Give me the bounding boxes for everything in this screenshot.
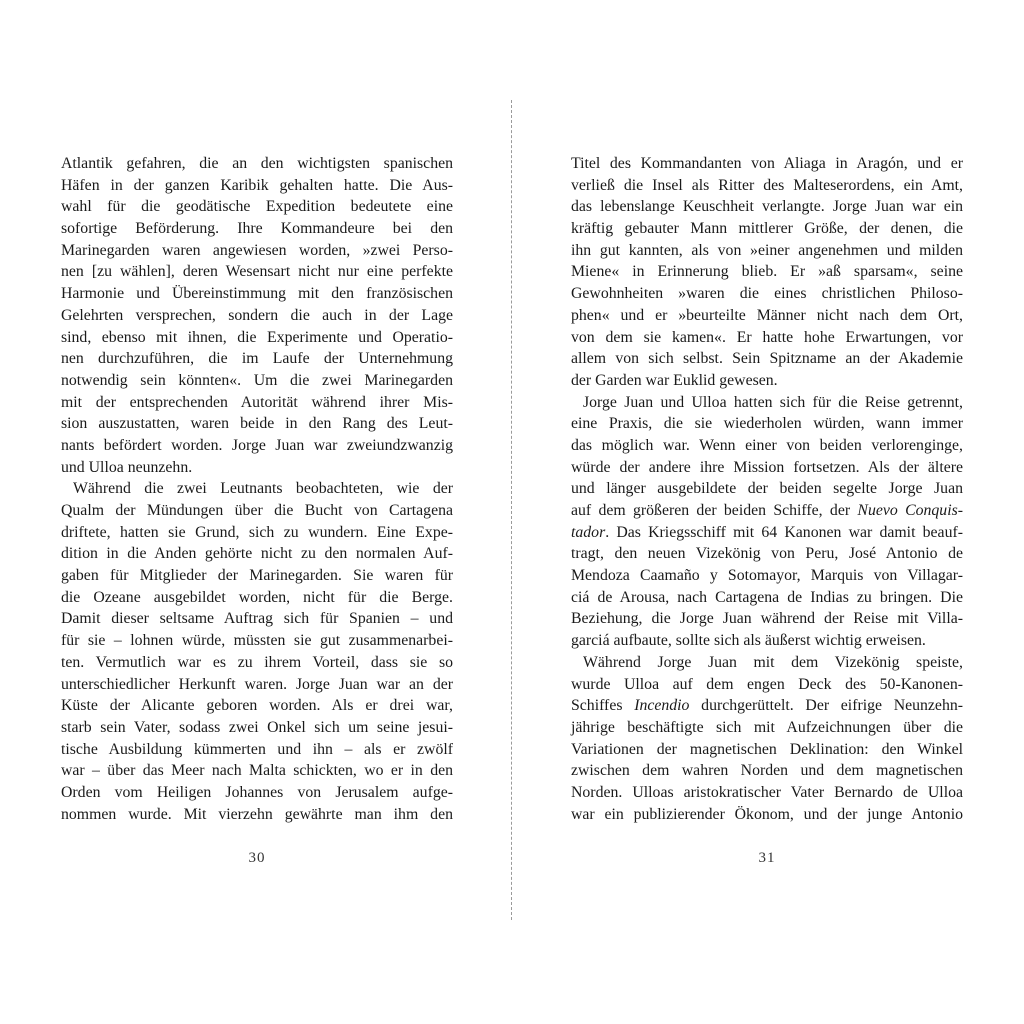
text-line: Qualm der Mündungen über die Bucht von Cartagena bbox=[61, 502, 453, 519]
text-line: auf dem größeren der beiden Schiffe, der Nuevo Conquis- bbox=[571, 502, 963, 519]
paragraph-start-line: Während die zwei Leutnants beobachteten, wie der bbox=[73, 480, 453, 498]
text-line: zwischen dem wahren Norden und dem magnetischen bbox=[571, 762, 963, 780]
text-line: tragt, den neuen Vizekönig von Peru, José Antonio de bbox=[571, 545, 963, 563]
text-line: nen [zu wählen], deren Wesensart nicht nur eine perfekte bbox=[61, 263, 453, 281]
text-line: jährige beschäftigte sich mit Aufzeichnungen über die bbox=[571, 718, 963, 736]
text-line: kräftig gebauter Mann mittlerer Größe, der denen, die bbox=[571, 220, 963, 238]
text-line: Gelehrten versprechen, sondern die auch in der Lage bbox=[61, 306, 453, 324]
text-line: wurde Ulloa auf dem engen Deck des 50-Kanonen- bbox=[571, 675, 963, 693]
text-line: und länger ausgebildete der beiden segelte Jorge Juan bbox=[571, 480, 963, 498]
text-line: tador. Das Kriegsschiff mit 64 Kanonen war damit beauf- bbox=[571, 523, 963, 541]
text-line: phen« und er »beurteilte Männer nicht nach dem Ort, bbox=[571, 306, 963, 324]
text-line: ten. Vermutlich war es zu ihrem Vorteil, dass sie so bbox=[61, 653, 453, 671]
left-page-text bbox=[61, 153, 453, 825]
text-line: Beziehung, die Jorge Juan während der Reise mit Villa- bbox=[571, 610, 963, 628]
text-line: von dem sie kamen«. Er hatte hohe Erwartungen, vor bbox=[571, 328, 963, 346]
text-line: war – über das Meer nach Malta schickten, wo er in den bbox=[61, 762, 453, 780]
paragraph-end-line: der Garden war Euklid gewesen. bbox=[571, 371, 778, 389]
text-line: unterschiedlicher Herkunft waren. Jorge Juan war an der bbox=[61, 675, 453, 693]
text-line: nommen wurde. Mit vierzehn gewährte man ihm den bbox=[61, 805, 453, 823]
text-line: Harmonie und Übereinstimmung mit den französischen bbox=[61, 285, 453, 303]
text-line: Schiffes Incendio durchgerüttelt. Der eifrige Neunzehn- bbox=[571, 697, 964, 715]
text-line: eine Praxis, die sie wiederholen würden, wann immer bbox=[571, 415, 963, 433]
text-line: verließ die Insel als Ritter des Malteserordens, ein Amt, bbox=[571, 176, 963, 194]
right-page-text bbox=[571, 153, 963, 825]
text-line: Norden. Ulloas aristokratischer Vater Bernardo de Ulloa bbox=[571, 783, 963, 801]
paragraph-start-line: Jorge Juan und Ulloa hatten sich für die Reise getrennt, bbox=[583, 393, 963, 411]
page-number-left: 30 bbox=[248, 850, 266, 866]
text-line: sind, ebenso mit ihnen, die Experimente und Operatio- bbox=[61, 328, 453, 346]
text-line: würde der andere ihre Mission fortsetzen. Als der ältere bbox=[571, 458, 963, 476]
text-line: starb sein Vater, sodass zwei Onkel sich um seine jesui- bbox=[61, 718, 453, 736]
text-line: mit der entsprechenden Autorität während ihrer Mis- bbox=[61, 393, 453, 411]
text-line: Atlantik gefahren, die an den wichtigsten spanischen bbox=[61, 155, 453, 172]
text-line: Häfen in der ganzen Karibik gehalten hatte. Die Aus- bbox=[61, 176, 453, 194]
text-line: Miene« in Erinnerung blieb. Er »aß sparsam«, seine bbox=[571, 263, 963, 281]
text-line: Küste der Alicante geboren worden. Als er drei war, bbox=[61, 697, 453, 715]
text-line: ciá de Arousa, nach Cartagena de Indias zu bringen. Die bbox=[571, 588, 963, 606]
page-gutter-divider bbox=[511, 100, 512, 920]
text-line: nen durchzuführen, die im Laufe der Unternehmung bbox=[61, 350, 453, 368]
text-line: wahl für die geodätische Expedition bedeutete eine bbox=[61, 198, 453, 216]
text-line: Titel des Kommandanten von Aliaga in Aragón, und er bbox=[571, 155, 963, 172]
text-line: gaben für Mitglieder der Marinegarden. Sie waren für bbox=[61, 567, 453, 585]
paragraph-end-line: und Ulloa neunzehn. bbox=[61, 458, 193, 476]
text-line: Variationen der magnetischen Deklination: den Winkel bbox=[571, 740, 963, 758]
text-line: das lebenslange Keuschheit verlangte. Jorge Juan war ein bbox=[571, 198, 963, 216]
paragraph-end-line: garciá aufbaute, sollte sich als äußerst wichtig erweisen. bbox=[571, 632, 926, 650]
text-line: das möglich war. Wenn einer von beiden verlorenginge, bbox=[571, 436, 963, 454]
text-line: war ein publizierender Ökonom, und der junge Antonio bbox=[571, 805, 963, 823]
page-number-right: 31 bbox=[758, 850, 776, 866]
text-line: allem von sich selbst. Sein Spitzname an der Akademie bbox=[571, 350, 963, 368]
text-line: Gewohnheiten »waren die eines christlichen Philoso- bbox=[571, 285, 963, 303]
text-line: Marinegarden waren angewiesen worden, »zwei Perso- bbox=[61, 241, 453, 259]
text-line: tische Ausbildung kümmerten und ihn – als er zwölf bbox=[61, 740, 453, 758]
text-line: notwendig sein könnten«. Um die zwei Marinegarden bbox=[61, 371, 453, 389]
text-line: dition in die Anden gehörte nicht zu den normalen Auf- bbox=[61, 545, 453, 563]
text-line: driftete, hatten sie Grund, sich zu wundern. Eine Expe- bbox=[61, 523, 453, 541]
text-line: sion auszustatten, waren beide in den Rang des Leut- bbox=[61, 415, 453, 433]
text-line: nants befördert worden. Jorge Juan war zweiundzwanzig bbox=[61, 436, 453, 454]
text-line: ihn gut kannten, als von »einer angenehmen und milden bbox=[571, 241, 963, 259]
text-line: Orden vom Heiligen Johannes von Jerusalem aufge- bbox=[61, 783, 453, 801]
text-line: die Ozeane ausgebildet worden, nicht für die Berge. bbox=[61, 588, 453, 606]
text-line: Mendoza Caamaño y Sotomayor, Marquis von Villagar- bbox=[571, 567, 963, 585]
paragraph-start-line: Während Jorge Juan mit dem Vizekönig speiste, bbox=[583, 653, 963, 671]
text-line: sofortige Beförderung. Ihre Kommandeure bei den bbox=[61, 220, 453, 238]
text-line: für sie – lohnen würde, müssten sie gut zusammenarbei- bbox=[61, 632, 453, 650]
text-line: Damit dieser seltsame Auftrag sich für Spanien – und bbox=[61, 610, 453, 628]
